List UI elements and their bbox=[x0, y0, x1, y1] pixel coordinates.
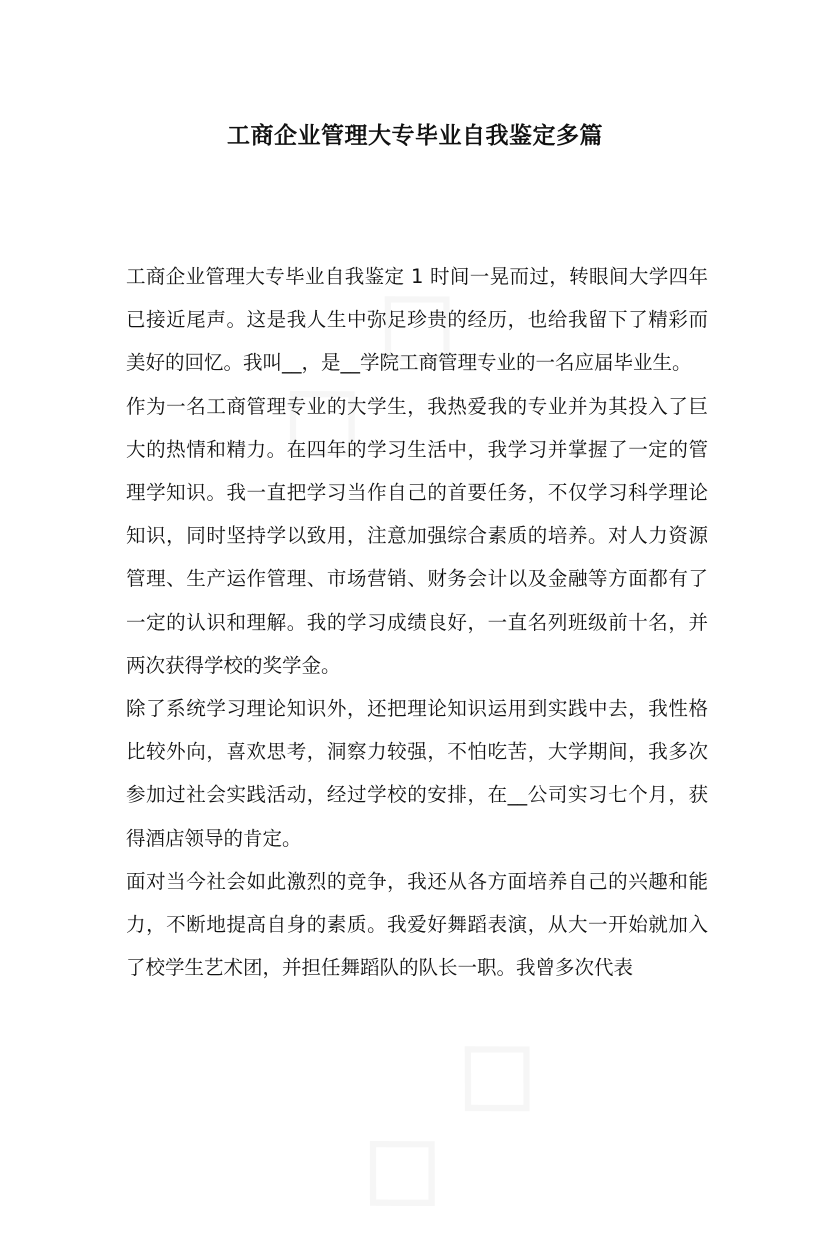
document-body bbox=[126, 255, 708, 989]
paragraph: 面对当今社会如此激烈的竞争，我还从各方面培养自己的兴趣和能力，不断地提高自身的素质。我爱好舞蹈表演，从大一开始就加入了校学生艺术团，并担任舞蹈队的队长一职。我曾多次代表 bbox=[126, 869, 708, 980]
document-title: 工商企业管理大专毕业自我鉴定多篇 bbox=[227, 123, 603, 149]
paragraph: 除了系统学习理论知识外，还把理论知识运用到实践中去，我性格比较外向，喜欢思考，洞察力较强，不怕吃苦，大学期间，我多次参加过社会实践活动，经过学校的安排，在__公司实习七个月，获得酒店领导的肯定。 bbox=[126, 697, 708, 850]
paragraph: 工商企业管理大专毕业自我鉴定 1 时间一晃而过，转眼间大学四年已接近尾声。这是我人生中弥足珍贵的经历，也给我留下了精彩而美好的回忆。我叫__，是__学院工商管理专业的一名应届毕业生。 bbox=[126, 265, 708, 375]
paragraph: 作为一名工商管理专业的大学生，我热爱我的专业并为其投入了巨大的热情和精力。在四年的学习生活中，我学习并掌握了一定的管理学知识。我一直把学习当作自己的首要任务，不仅学习科学理论知识，同时坚持学以致用，注意加强综合素质的培养。对人力资源管理、生产运作管理、市场营销、财务会计以及金融等方面都有了一定的认识和理解。我的学习成绩良好，一直名列班级前十名，并两次获得学校的奖学金。 bbox=[126, 394, 708, 677]
watermark bbox=[314, 990, 572, 1248]
